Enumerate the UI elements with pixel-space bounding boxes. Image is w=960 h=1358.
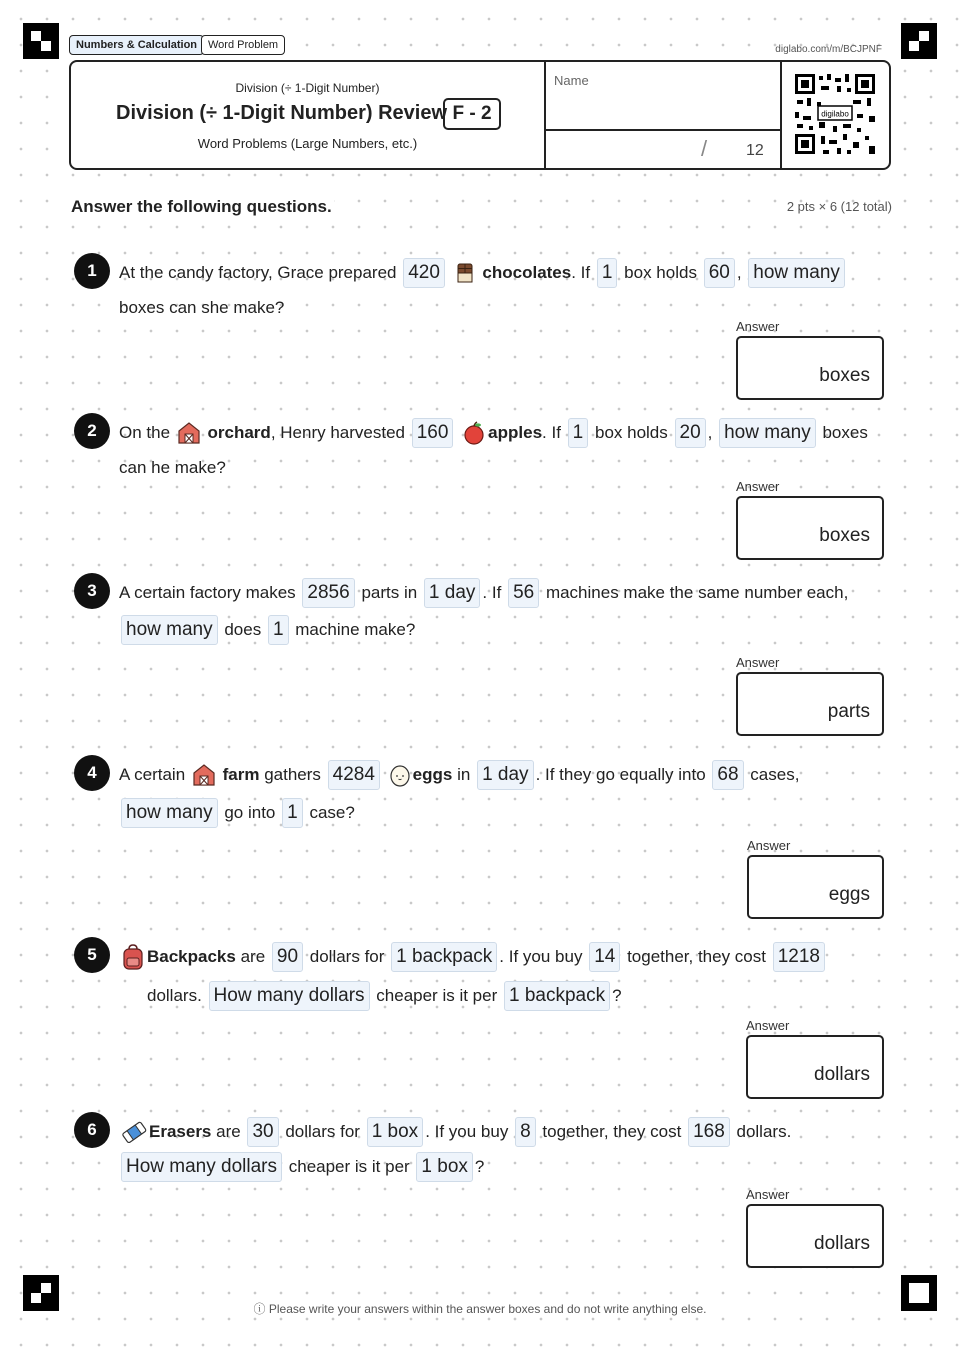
answer-unit: boxes (819, 365, 870, 386)
question-text: together, they cost (542, 1121, 682, 1141)
item-word: apples (488, 422, 543, 442)
score-total: 12 (746, 142, 764, 159)
question-text: box holds (594, 422, 668, 442)
answer-box[interactable] (736, 336, 884, 400)
unit-word: backpack (524, 984, 606, 1006)
unit-word: box (387, 1120, 419, 1142)
answer-unit: eggs (828, 884, 870, 905)
number-box: 420 (403, 258, 445, 288)
barn-icon (192, 763, 216, 787)
question-number: 6 (74, 1112, 110, 1148)
answer-box[interactable] (746, 1204, 884, 1268)
header-divider (544, 62, 546, 168)
question-text: case? (309, 802, 355, 822)
answer-label: Answer (736, 319, 780, 334)
question-text: At the candy factory, Grace prepared (119, 262, 397, 282)
answer-box[interactable] (736, 672, 884, 736)
question-text: are (216, 1121, 241, 1141)
question-text: . If (571, 262, 591, 282)
unit-box (504, 981, 610, 1011)
place-word: orchard (207, 422, 271, 442)
answer-label: Answer (746, 1187, 790, 1202)
question-text: dollars. (736, 1121, 792, 1141)
egg-icon (389, 763, 411, 787)
question-5-line-1 (119, 938, 827, 975)
answer-label: Answer (736, 655, 780, 670)
unit-box (424, 578, 481, 608)
question-4-line-1 (119, 756, 799, 793)
question-text: , (736, 262, 742, 282)
question-number: 2 (74, 413, 110, 449)
header-divider (545, 129, 780, 131)
answer-box[interactable] (747, 855, 884, 919)
question-text: cases, (750, 764, 800, 784)
number-box: 90 (272, 942, 303, 972)
number-box: 56 (508, 578, 539, 608)
number-box: 1 (268, 615, 289, 645)
question-text: dollars for (309, 946, 385, 966)
question-text: gathers (264, 764, 321, 784)
question-text: are (240, 946, 266, 966)
question-number: 1 (74, 253, 110, 289)
qr-label: digilabo (821, 109, 849, 119)
question-text: cheaper is it per (288, 1156, 410, 1176)
number-box: 1218 (773, 942, 825, 972)
question-text: parts in (361, 582, 418, 602)
question-number: 4 (74, 755, 110, 791)
question-text: A certain (119, 764, 186, 784)
question-number: 5 (74, 937, 110, 973)
keyword-box: how many (121, 615, 218, 645)
question-2-line-1 (119, 414, 868, 451)
number-box: 160 (412, 418, 454, 448)
unit-box (367, 1117, 424, 1147)
item-word: eggs (412, 764, 453, 784)
answer-box[interactable] (746, 1035, 884, 1099)
question-text: dollars for (285, 1121, 360, 1141)
question-text: boxes (822, 422, 868, 442)
barn-icon (177, 421, 201, 445)
question-1-line-1 (119, 254, 847, 291)
question-text: , Henry harvested (270, 422, 405, 442)
number-box: 68 (712, 760, 743, 790)
question-text: machines make the same number each, (545, 582, 849, 602)
question-text: . If (542, 422, 561, 442)
backpack-icon (121, 944, 145, 970)
number-box: 1 (568, 418, 589, 448)
number-value: 1 (482, 763, 493, 785)
number-value: 1 (421, 1155, 432, 1177)
question-4-line-2 (119, 794, 355, 831)
item-word: Erasers (149, 1121, 212, 1141)
header-subtitle: Division (÷ 1-Digit Number) (235, 81, 380, 95)
number-value: 1 (396, 945, 407, 967)
question-1-line-2 (119, 289, 284, 326)
answer-unit: dollars (814, 1233, 870, 1254)
qr-code-icon (793, 72, 877, 156)
number-box: 60 (704, 258, 735, 288)
unit-box (391, 942, 497, 972)
unit-box (477, 760, 534, 790)
question-5-line-2 (147, 977, 622, 1014)
keyword-box: How many dollars (209, 981, 370, 1011)
answer-label: Answer (746, 1018, 790, 1033)
question-text: boxes can she make? (119, 297, 285, 317)
question-text: machine make? (295, 619, 416, 639)
number-box: 8 (515, 1117, 536, 1147)
answer-label: Answer (736, 479, 780, 494)
question-6-line-1 (119, 1113, 791, 1150)
question-text: in (457, 764, 471, 784)
question-6-line-2 (119, 1148, 484, 1185)
number-box: 1 (282, 798, 303, 828)
question-text: . If (482, 582, 502, 602)
place-word: farm (222, 764, 260, 784)
question-text: ? (474, 1156, 485, 1176)
answer-unit: dollars (814, 1064, 870, 1085)
number-box: 14 (589, 942, 620, 972)
question-text: together, they cost (627, 946, 766, 966)
corner-marker-top-right (901, 23, 937, 59)
number-box: 1 (597, 258, 618, 288)
points-info: 2 pts × 6 (12 total) (786, 199, 892, 214)
header-topic: Word Problems (Large Numbers, etc.) (197, 136, 418, 151)
number-value: 1 (428, 581, 440, 603)
keyword-box: how many (121, 798, 218, 828)
question-text: ? (612, 985, 622, 1005)
unit-word: box (437, 1155, 468, 1177)
question-text: . If they go equally into (535, 764, 706, 784)
instructions: Answer the following questions. (71, 197, 332, 216)
question-text: . If you buy (425, 1121, 509, 1141)
answer-box[interactable] (736, 496, 884, 560)
answer-unit: boxes (819, 525, 870, 546)
number-box: 2856 (302, 578, 354, 608)
unit-word: day (497, 763, 529, 785)
item-word: Backpacks (147, 946, 236, 966)
corner-marker-top-left (23, 23, 59, 59)
number-box: 168 (688, 1117, 730, 1147)
unit-word: day (444, 581, 476, 603)
eraser-icon (121, 1120, 147, 1144)
keyword-box: how many (748, 258, 845, 288)
unit-word: backpack (412, 945, 493, 967)
page-title: Division (÷ 1-Digit Number) Review (116, 102, 448, 124)
number-value: 1 (371, 1120, 383, 1142)
question-number: 3 (74, 573, 110, 609)
keyword-box: How many dollars (121, 1152, 282, 1182)
score-slash: / (701, 136, 708, 161)
question-text: A certain factory makes (119, 582, 296, 602)
header-divider (780, 62, 782, 168)
question-3-line-1 (119, 574, 848, 611)
name-field-label: Name (554, 73, 589, 88)
worksheet-url: diglabo.com/m/BCJPNF (775, 44, 882, 55)
question-text: dollars. (147, 985, 202, 1005)
number-box: 30 (247, 1117, 278, 1147)
question-text: can he make? (119, 457, 226, 477)
type-tag: Word Problem (201, 35, 285, 55)
question-text: . If you buy (499, 946, 583, 966)
answer-unit: parts (827, 701, 870, 722)
keyword-box: how many (719, 418, 816, 448)
footer-note: ⓘ Please write your answers within the answer boxes and do not write anything else. (253, 1302, 707, 1316)
question-2-line-2 (119, 449, 226, 486)
question-text: does (224, 619, 262, 639)
question-text: , (707, 422, 713, 442)
question-text: On the (119, 422, 171, 442)
worksheet-code: F - 2 (443, 98, 501, 130)
question-text: cheaper is it per (376, 985, 498, 1005)
number-value: 1 (508, 984, 520, 1006)
worksheet-header (69, 60, 891, 170)
item-word: chocolates (482, 262, 572, 282)
answer-label: Answer (747, 838, 791, 853)
question-text: box holds (624, 262, 697, 282)
number-box: 20 (675, 418, 706, 448)
chocolate-icon (454, 262, 476, 284)
category-tag: Numbers & Calculation (69, 35, 204, 55)
question-text: go into (224, 802, 276, 822)
question-3-line-2 (119, 611, 415, 648)
apple-icon (462, 421, 486, 445)
unit-box (416, 1152, 473, 1182)
number-box: 4284 (328, 760, 380, 790)
